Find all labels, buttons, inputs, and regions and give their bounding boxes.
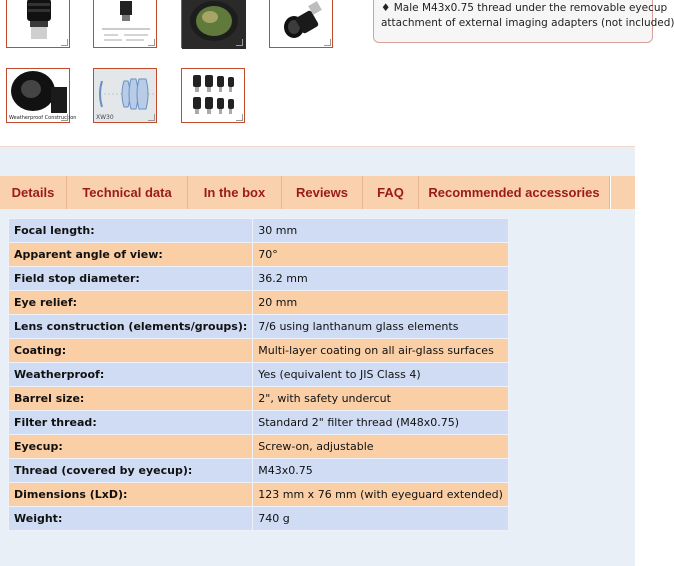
feature-note-line: ♦ Male M43x0.75 thread under the removable eyecup	[381, 2, 668, 14]
gallery-thumbnail-3[interactable]	[181, 0, 245, 48]
feature-note-box	[373, 0, 674, 43]
spec-label: Filter thread:	[9, 411, 253, 435]
spec-label: Weatherproof:	[9, 363, 253, 387]
gallery-thumbnail-6[interactable]	[93, 68, 157, 123]
tab-label: Technical data	[82, 185, 172, 200]
tab-label: Reviews	[295, 185, 349, 200]
spec-value: 36.2 mm	[253, 267, 509, 291]
spec-label: Eye relief:	[9, 291, 253, 315]
spec-label: Eyecup:	[9, 435, 253, 459]
spec-value: Yes (equivalent to JIS Class 4)	[253, 363, 509, 387]
thumbnail-caption: XW30	[96, 114, 114, 121]
spec-label: Weight:	[9, 507, 253, 531]
spec-value: Multi-layer coating on all air-glass surfaces	[253, 339, 509, 363]
table-row	[9, 243, 509, 267]
tab-label: FAQ	[377, 185, 404, 200]
image-gallery	[0, 0, 370, 140]
technical-data-table	[8, 218, 509, 531]
tab-reviews[interactable]	[282, 176, 363, 209]
tab-recommended-accessories[interactable]	[419, 176, 610, 209]
spec-value: 7/6 using lanthanum glass elements	[253, 315, 509, 339]
gallery-thumbnail-4[interactable]	[269, 0, 333, 48]
spec-value: Standard 2" filter thread (M48x0.75)	[253, 411, 509, 435]
spec-label: Thread (covered by eyecup):	[9, 459, 253, 483]
thumbnail-caption: Weatherproof Construction	[9, 115, 77, 121]
tab-technical-data[interactable]	[67, 176, 188, 209]
spec-value: 2", with safety undercut	[253, 387, 509, 411]
product-tabs	[0, 176, 635, 209]
table-row	[9, 435, 509, 459]
spec-value: 70°	[253, 243, 509, 267]
table-row	[9, 483, 509, 507]
feature-note-line: attachment of external imaging adapters (not included)	[381, 17, 674, 29]
table-row	[9, 315, 509, 339]
spec-label: Field stop diameter:	[9, 267, 253, 291]
tab-details[interactable]	[0, 176, 67, 209]
spec-label: Coating:	[9, 339, 253, 363]
spec-label: Lens construction (elements/groups):	[9, 315, 253, 339]
gallery-thumbnail-1[interactable]	[6, 0, 70, 48]
tab-bar-filler	[610, 176, 635, 209]
table-row	[9, 459, 509, 483]
spec-value: 740 g	[253, 507, 509, 531]
spec-value: M43x0.75	[253, 459, 509, 483]
spec-label: Apparent angle of view:	[9, 243, 253, 267]
gallery-thumbnail-7[interactable]	[181, 68, 245, 123]
spec-label: Barrel size:	[9, 387, 253, 411]
table-row	[9, 411, 509, 435]
tab-in-the-box[interactable]	[188, 176, 282, 209]
tab-faq[interactable]	[363, 176, 419, 209]
spec-label: Dimensions (LxD):	[9, 483, 253, 507]
spec-value: 30 mm	[253, 219, 509, 243]
table-row	[9, 267, 509, 291]
table-row	[9, 219, 509, 243]
spec-value: 123 mm x 76 mm (with eyeguard extended)	[253, 483, 509, 507]
gallery-thumbnail-2[interactable]	[93, 0, 157, 48]
table-row	[9, 339, 509, 363]
table-row	[9, 387, 509, 411]
tab-label: In the box	[203, 185, 266, 200]
tab-label: Details	[11, 185, 55, 200]
tab-label: Recommended accessories	[428, 185, 600, 200]
spec-value: Screw-on, adjustable	[253, 435, 509, 459]
table-row	[9, 507, 509, 531]
spec-label: Focal length:	[9, 219, 253, 243]
table-row	[9, 291, 509, 315]
spec-value: 20 mm	[253, 291, 509, 315]
gallery-thumbnail-5[interactable]	[6, 68, 77, 123]
table-row	[9, 363, 509, 387]
